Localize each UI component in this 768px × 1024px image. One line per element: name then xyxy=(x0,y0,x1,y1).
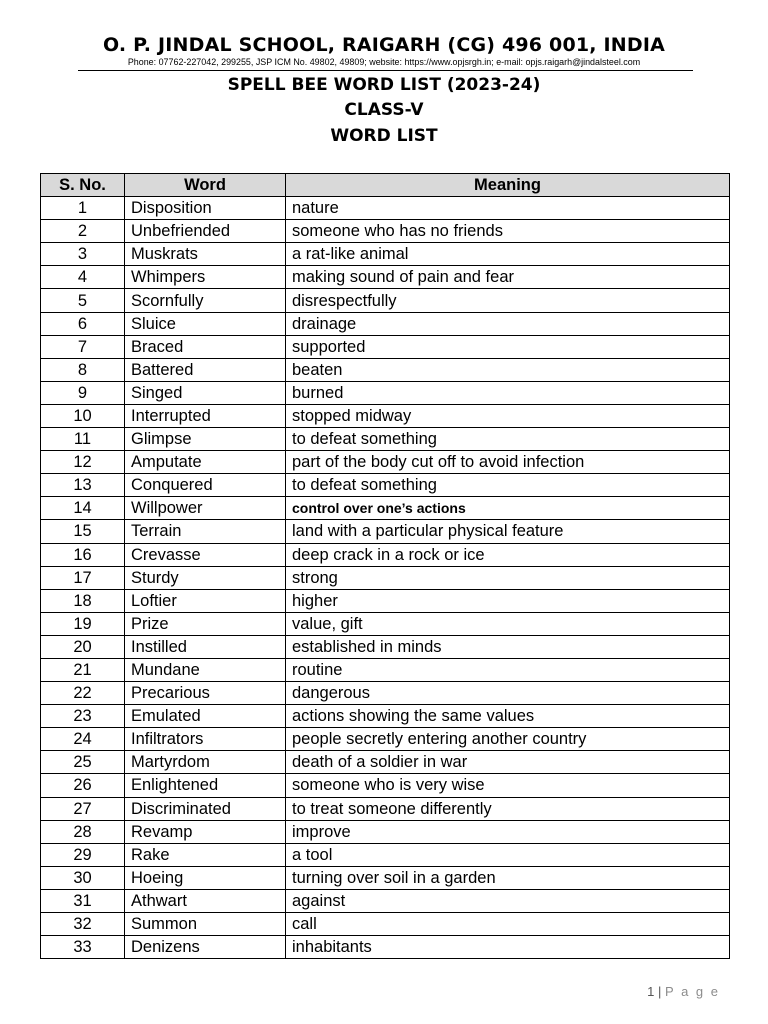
row-sno: 18 xyxy=(41,589,125,612)
row-word: Rake xyxy=(125,843,286,866)
table-row xyxy=(41,705,730,728)
table-row xyxy=(41,266,730,289)
row-word: Battered xyxy=(125,358,286,381)
table-row xyxy=(41,358,730,381)
row-meaning: a tool xyxy=(286,843,730,866)
row-meaning: someone who is very wise xyxy=(286,774,730,797)
table-row xyxy=(41,312,730,335)
row-word: Unbefriended xyxy=(125,220,286,243)
row-meaning: burned xyxy=(286,381,730,404)
table-row xyxy=(41,220,730,243)
row-word: Sluice xyxy=(125,312,286,335)
header-divider xyxy=(78,70,693,71)
row-meaning: beaten xyxy=(286,358,730,381)
table-row xyxy=(41,404,730,427)
table-row xyxy=(41,635,730,658)
row-word: Infiltrators xyxy=(125,728,286,751)
row-sno: 13 xyxy=(41,474,125,497)
row-meaning: dangerous xyxy=(286,682,730,705)
page-label: P a g e xyxy=(665,984,720,999)
page-footer xyxy=(647,984,720,999)
word-list-table xyxy=(40,173,730,959)
table-row xyxy=(41,843,730,866)
row-sno: 31 xyxy=(41,889,125,912)
row-meaning: supported xyxy=(286,335,730,358)
row-word: Loftier xyxy=(125,589,286,612)
table-row xyxy=(41,774,730,797)
row-sno: 21 xyxy=(41,658,125,681)
table-row xyxy=(41,889,730,912)
row-meaning: to defeat something xyxy=(286,428,730,451)
row-meaning: routine xyxy=(286,658,730,681)
column-header-sno: S. No. xyxy=(41,174,125,197)
row-meaning: someone who has no friends xyxy=(286,220,730,243)
row-sno: 9 xyxy=(41,381,125,404)
table-row xyxy=(41,866,730,889)
row-sno: 3 xyxy=(41,243,125,266)
column-header-word: Word xyxy=(125,174,286,197)
word-list-heading: WORD LIST xyxy=(330,126,438,146)
table-row xyxy=(41,497,730,520)
row-word: Amputate xyxy=(125,451,286,474)
row-word: Willpower xyxy=(125,497,286,520)
row-sno: 12 xyxy=(41,451,125,474)
table-row xyxy=(41,451,730,474)
row-sno: 17 xyxy=(41,566,125,589)
table-row xyxy=(41,820,730,843)
table-row xyxy=(41,728,730,751)
row-sno: 22 xyxy=(41,682,125,705)
row-word: Terrain xyxy=(125,520,286,543)
row-sno: 2 xyxy=(41,220,125,243)
table-row xyxy=(41,474,730,497)
row-sno: 26 xyxy=(41,774,125,797)
row-word: Hoeing xyxy=(125,866,286,889)
row-meaning: deep crack in a rock or ice xyxy=(286,543,730,566)
row-word: Braced xyxy=(125,335,286,358)
row-meaning: stopped midway xyxy=(286,404,730,427)
row-word: Emulated xyxy=(125,705,286,728)
row-sno: 20 xyxy=(41,635,125,658)
row-sno: 32 xyxy=(41,913,125,936)
row-word: Prize xyxy=(125,612,286,635)
row-sno: 14 xyxy=(41,497,125,520)
class-title: CLASS-V xyxy=(344,100,424,120)
row-meaning: call xyxy=(286,913,730,936)
row-word: Glimpse xyxy=(125,428,286,451)
row-meaning: making sound of pain and fear xyxy=(286,266,730,289)
table-row xyxy=(41,543,730,566)
row-word: Denizens xyxy=(125,936,286,959)
row-meaning: disrespectfully xyxy=(286,289,730,312)
row-word: Singed xyxy=(125,381,286,404)
row-meaning: a rat-like animal xyxy=(286,243,730,266)
school-name: O. P. JINDAL SCHOOL, RAIGARH (CG) 496 001, INDIA xyxy=(102,34,666,56)
row-meaning: to treat someone differently xyxy=(286,797,730,820)
row-sno: 25 xyxy=(41,751,125,774)
row-sno: 6 xyxy=(41,312,125,335)
row-sno: 28 xyxy=(41,820,125,843)
row-meaning: turning over soil in a garden xyxy=(286,866,730,889)
row-word: Crevasse xyxy=(125,543,286,566)
row-word: Precarious xyxy=(125,682,286,705)
row-word: Martyrdom xyxy=(125,751,286,774)
page-number: 1 xyxy=(647,984,655,999)
row-meaning: strong xyxy=(286,566,730,589)
row-sno: 5 xyxy=(41,289,125,312)
row-meaning: nature xyxy=(286,197,730,220)
row-word: Sturdy xyxy=(125,566,286,589)
row-word: Conquered xyxy=(125,474,286,497)
row-word: Enlightened xyxy=(125,774,286,797)
table-row xyxy=(41,197,730,220)
row-sno: 29 xyxy=(41,843,125,866)
row-sno: 8 xyxy=(41,358,125,381)
table-row xyxy=(41,381,730,404)
row-word: Interrupted xyxy=(125,404,286,427)
row-meaning: improve xyxy=(286,820,730,843)
table-row xyxy=(41,589,730,612)
row-word: Scornfully xyxy=(125,289,286,312)
row-meaning: against xyxy=(286,889,730,912)
row-meaning: actions showing the same values xyxy=(286,705,730,728)
row-meaning: higher xyxy=(286,589,730,612)
row-sno: 24 xyxy=(41,728,125,751)
row-meaning: drainage xyxy=(286,312,730,335)
table-row xyxy=(41,289,730,312)
row-meaning: land with a particular physical feature xyxy=(286,520,730,543)
row-word: Discriminated xyxy=(125,797,286,820)
row-word: Disposition xyxy=(125,197,286,220)
row-word: Athwart xyxy=(125,889,286,912)
table-row xyxy=(41,936,730,959)
row-meaning: death of a soldier in war xyxy=(286,751,730,774)
row-sno: 23 xyxy=(41,705,125,728)
contact-info: Phone: 07762-227042, 299255, JSP ICM No. 49802, 49809; website: https://www.opjsrgh.in; e-mail: opjs.raigarh@jindalsteel.com xyxy=(127,57,641,68)
row-word: Muskrats xyxy=(125,243,286,266)
table-row xyxy=(41,913,730,936)
row-meaning: part of the body cut off to avoid infection xyxy=(286,451,730,474)
row-meaning: inhabitants xyxy=(286,936,730,959)
table-row xyxy=(41,797,730,820)
table-row xyxy=(41,682,730,705)
list-title: SPELL BEE WORD LIST (2023-24) xyxy=(227,75,541,95)
row-meaning: value, gift xyxy=(286,612,730,635)
row-sno: 19 xyxy=(41,612,125,635)
table-row xyxy=(41,612,730,635)
page-separator: | xyxy=(658,984,662,999)
row-word: Mundane xyxy=(125,658,286,681)
row-word: Instilled xyxy=(125,635,286,658)
table-row xyxy=(41,658,730,681)
row-sno: 33 xyxy=(41,936,125,959)
row-sno: 11 xyxy=(41,428,125,451)
row-meaning: to defeat something xyxy=(286,474,730,497)
row-sno: 16 xyxy=(41,543,125,566)
row-sno: 15 xyxy=(41,520,125,543)
table-row xyxy=(41,751,730,774)
row-sno: 7 xyxy=(41,335,125,358)
table-row xyxy=(41,566,730,589)
row-meaning: people secretly entering another country xyxy=(286,728,730,751)
row-sno: 27 xyxy=(41,797,125,820)
table-row xyxy=(41,520,730,543)
row-sno: 30 xyxy=(41,866,125,889)
table-row xyxy=(41,243,730,266)
row-sno: 1 xyxy=(41,197,125,220)
row-word: Whimpers xyxy=(125,266,286,289)
column-header-meaning: Meaning xyxy=(286,174,730,197)
table-row xyxy=(41,335,730,358)
row-sno: 4 xyxy=(41,266,125,289)
row-word: Revamp xyxy=(125,820,286,843)
row-word: Summon xyxy=(125,913,286,936)
table-row xyxy=(41,428,730,451)
row-sno: 10 xyxy=(41,404,125,427)
table-header-row xyxy=(41,174,730,197)
row-meaning: established in minds xyxy=(286,635,730,658)
row-meaning: control over one’s actions xyxy=(286,497,730,520)
